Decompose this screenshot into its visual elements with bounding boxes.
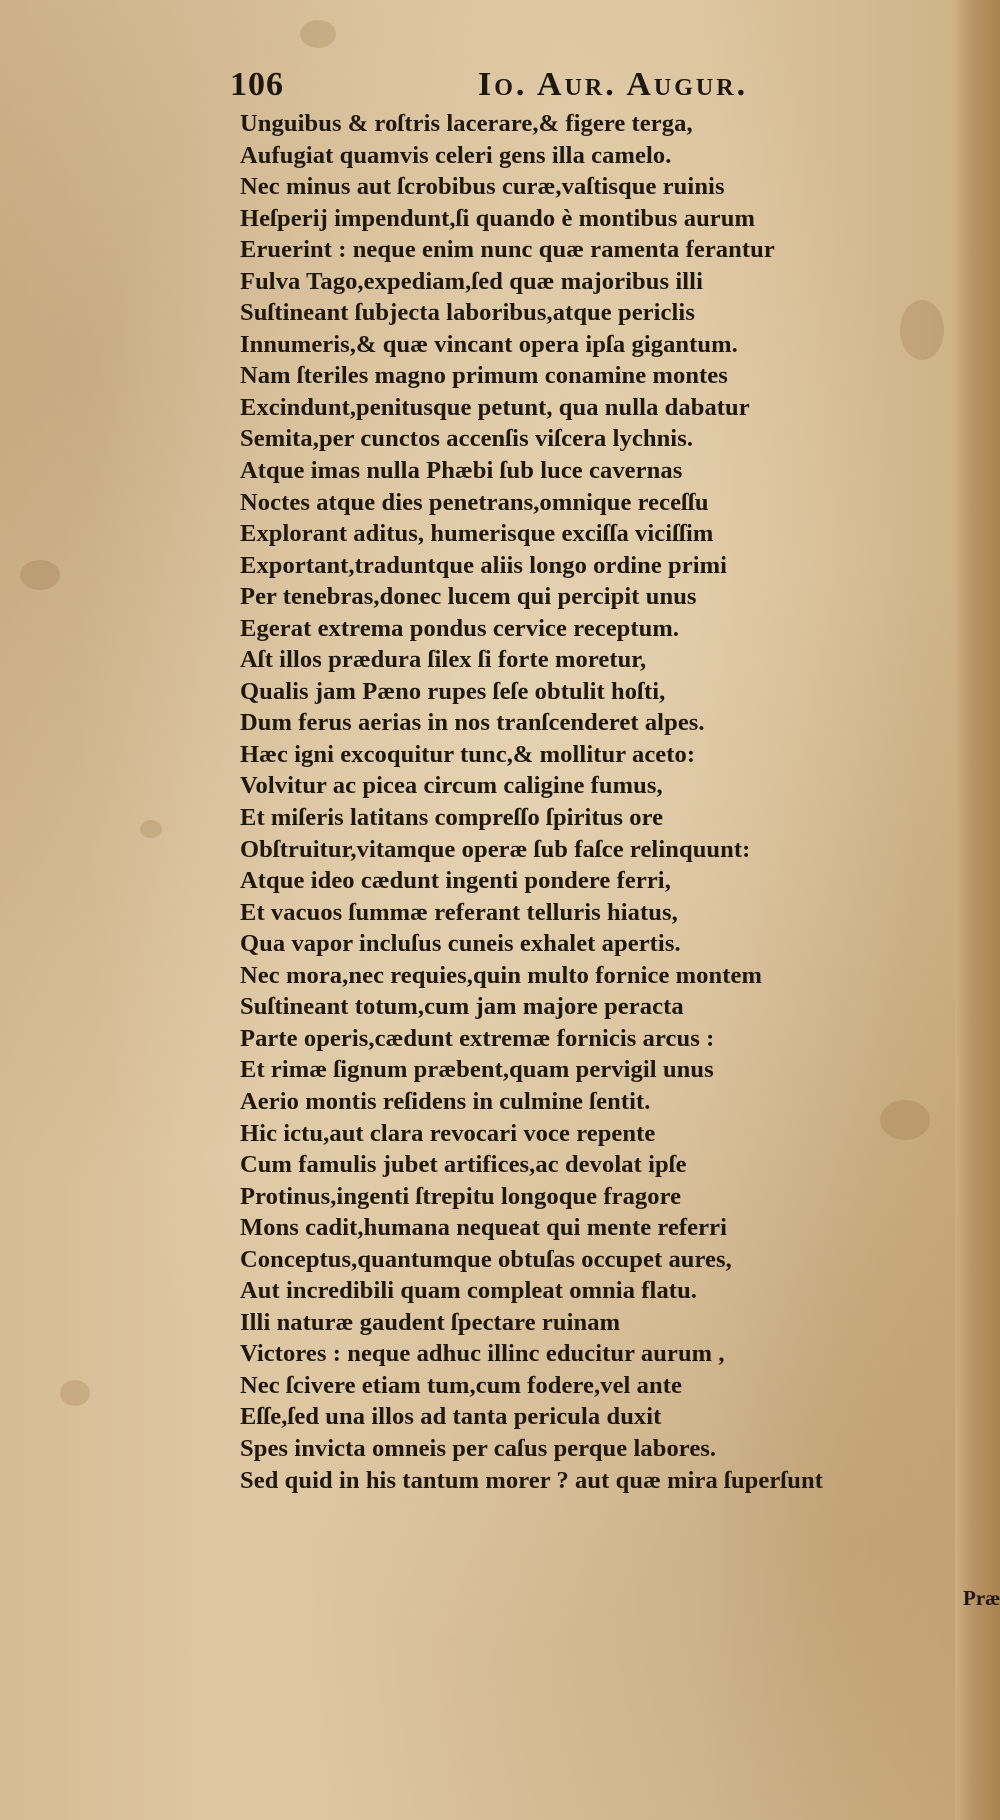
running-title: Io. Aur. Augur. (478, 66, 749, 103)
verse-line: Qua vapor incluſus cuneis exhalet apertis. (240, 930, 681, 958)
verse-line: Atque ideo cædunt ingenti pondere ferri, (240, 867, 671, 895)
verse-line: Obſtruitur,vitamque operæ ſub faſce relinquunt: (240, 835, 751, 863)
verse-line: Unguibus & roſtris lacerare,& figere terga, (240, 110, 693, 137)
verse-line: Egerat extrema pondus cervice receptum. (240, 614, 680, 642)
verse-line: Fulva Tago,expediam,ſed quæ majoribus illi (240, 267, 703, 295)
verse-line: Explorant aditus, humerisque exciſſa viciſſim (240, 520, 714, 548)
verse-line: Semita,per cunctos accenſis viſcera lychnis. (240, 425, 694, 453)
verse-line: Innumeris,& quæ vincant opera ipſa gigantum. (240, 330, 738, 358)
verse-line: Atque imas nulla Phæbi ſub luce cavernas (240, 457, 683, 485)
verse-line: Parte operis,cædunt extremæ fornicis arcus : (240, 1024, 715, 1052)
verse-line: Protinus,ingenti ſtrepitu longoque fragore (240, 1182, 682, 1210)
page-number: 106 (230, 66, 284, 103)
verse-line: Hæc igni excoquitur tunc,& mollitur aceto: (240, 740, 696, 768)
verse-line: Conceptus,quantumque obtuſas occupet aures, (240, 1245, 732, 1273)
paper-stain (300, 20, 336, 48)
verse-line: Eſſe,ſed una illos ad tanta pericula duxit (240, 1403, 662, 1431)
verse-line: Per tenebras,donec lucem qui percipit unus (240, 583, 697, 611)
verse-line: Nec ſcivere etiam tum,cum fodere,vel ante (240, 1371, 682, 1399)
verse-line: Suſtineant ſubjecta laboribus,atque periclis (240, 299, 695, 327)
verse-line: Aufugiat quamvis celeri gens illa camelo. (240, 141, 672, 169)
paper-stain (140, 820, 162, 838)
verse-line: Hic ictu,aut clara revocari voce repente (240, 1119, 656, 1147)
verse-line: Mons cadit,humana nequeat qui mente referri (240, 1214, 728, 1242)
verse-line: Heſperij impendunt,ſi quando è montibus aurum (240, 204, 756, 232)
verse-line: Noctes atque dies penetrans,omnique receſſu (240, 488, 709, 516)
verse-line: Victores : neque adhuc illinc educitur aurum , (240, 1340, 725, 1368)
verse-line: Spes invicta omneis per caſus perque labores. (240, 1434, 717, 1462)
verse-line: Nam ſteriles magno primum conamine montes (240, 362, 728, 390)
verse-line: Nec mora,nec requies,quin multo fornice montem (240, 961, 762, 989)
verse-line: Aſt illos prædura ſilex ſi forte moretur, (240, 646, 647, 674)
page-gutter-edge (955, 0, 1000, 1820)
verse-line: Excindunt,penitusque petunt, qua nulla dabatur (240, 393, 750, 421)
verse-text (240, 108, 930, 1496)
verse-line: Et vacuos ſummæ referant telluris hiatus, (240, 898, 678, 926)
verse-line: Aut incredibili quam compleat omnia flatu. (240, 1277, 698, 1305)
verse-line: Exportant,traduntque aliis longo ordine primi (240, 551, 728, 579)
page-header (230, 66, 850, 106)
verse-line: Cum famulis jubet artifices,ac devolat ipſe (240, 1151, 687, 1179)
verse-line: Et rimæ ſignum præbent,quam pervigil unus (240, 1056, 714, 1084)
verse-line: Illi naturæ gaudent ſpectare ruinam (240, 1308, 621, 1336)
verse-line: Suſtineant totum,cum jam majore peracta (240, 993, 684, 1021)
verse-line: Sed quid in his tantum morer ? aut quæ mira ſuperſunt (240, 1466, 823, 1494)
paper-stain (60, 1380, 90, 1406)
verse-line: Nec minus aut ſcrobibus curæ,vaſtisque ruinis (240, 173, 725, 201)
paper-stain (20, 560, 60, 590)
verse-line: Et miſeris latitans compreſſo ſpiritus ore (240, 804, 664, 832)
verse-line: Qualis jam Pæno rupes ſeſe obtulit hoſti, (240, 677, 666, 705)
verse-line: Aerio montis reſidens in culmine ſentit. (240, 1087, 651, 1115)
verse-line: Eruerint : neque enim nunc quæ ramenta ferantur (240, 236, 775, 264)
verse-line: Volvitur ac picea circum caligine fumus, (240, 772, 663, 800)
verse-line: Dum ferus aerias in nos tranſcenderet alpes. (240, 709, 705, 737)
catchword: Præ (963, 1586, 1000, 1610)
